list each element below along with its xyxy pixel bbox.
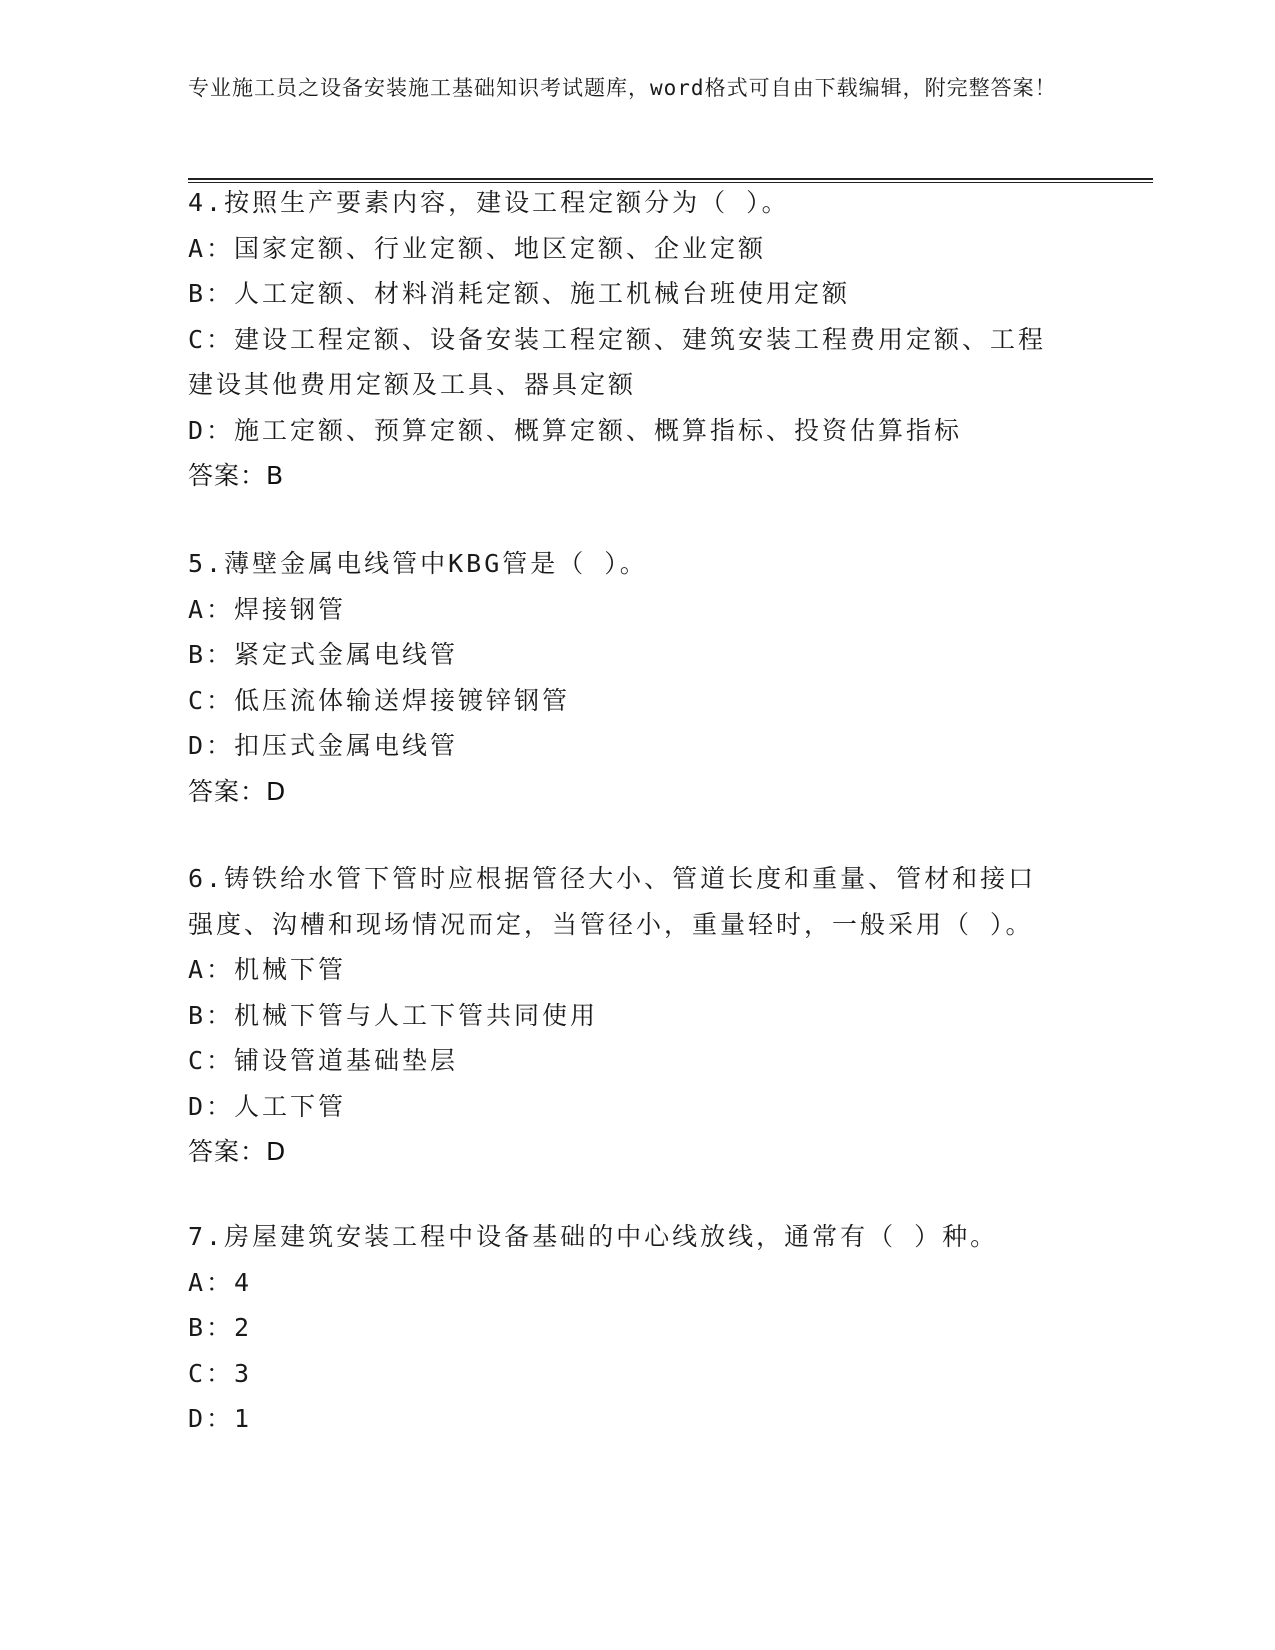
option-c: C：建设工程定额、设备安装工程定额、建筑安装工程费用定额、工程建设其他费用定额及工具、器具定额 [188, 324, 1047, 399]
option-c: C：3 [188, 1358, 253, 1388]
question-stem: 6.铸铁给水管下管时应根据管径大小、管道长度和重量、管材和接口强度、沟槽和现场情况而定，当管径小，重量轻时，一般采用（ ）。 [188, 864, 1037, 939]
option-c: C：低压流体输送焊接镀锌钢管 [188, 685, 571, 715]
option-a: A：国家定额、行业定额、地区定额、企业定额 [188, 233, 767, 263]
question-block [188, 1214, 1088, 1442]
answer: 答案：B [188, 461, 285, 490]
answer: 答案：D [188, 1137, 287, 1166]
option-d: D：1 [188, 1404, 253, 1433]
option-a: A：4 [188, 1267, 253, 1297]
option-b: B：机械下管与人工下管共同使用 [188, 1000, 599, 1030]
option-a: A：机械下管 [188, 955, 347, 984]
answer: 答案：D [188, 776, 287, 806]
option-b: B：紧定式金属电线管 [188, 640, 459, 669]
question-stem: 4.按照生产要素内容，建设工程定额分为（ ）。 [188, 188, 790, 217]
option-a: A：焊接钢管 [188, 594, 347, 624]
question-stem: 5.薄壁金属电线管中KBG管是（ ）。 [188, 549, 648, 578]
option-b: B：人工定额、材料消耗定额、施工机械台班使用定额 [188, 279, 851, 308]
option-b: B：2 [188, 1313, 253, 1342]
question-block [188, 856, 1088, 1175]
question-block [188, 180, 1088, 499]
option-d: D：人工下管 [188, 1091, 347, 1121]
document-header: 专业施工员之设备安装施工基础知识考试题库，word格式可自由下载编辑，附完整答案！ [188, 76, 1057, 100]
question-stem: 7.房屋建筑安装工程中设备基础的中心线放线，通常有（ ）种。 [188, 1222, 999, 1251]
question-block [188, 541, 1088, 814]
option-c: C：铺设管道基础垫层 [188, 1046, 459, 1075]
option-d: D：施工定额、预算定额、概算定额、概算指标、投资估算指标 [188, 415, 963, 445]
option-d: D：扣压式金属电线管 [188, 731, 459, 760]
